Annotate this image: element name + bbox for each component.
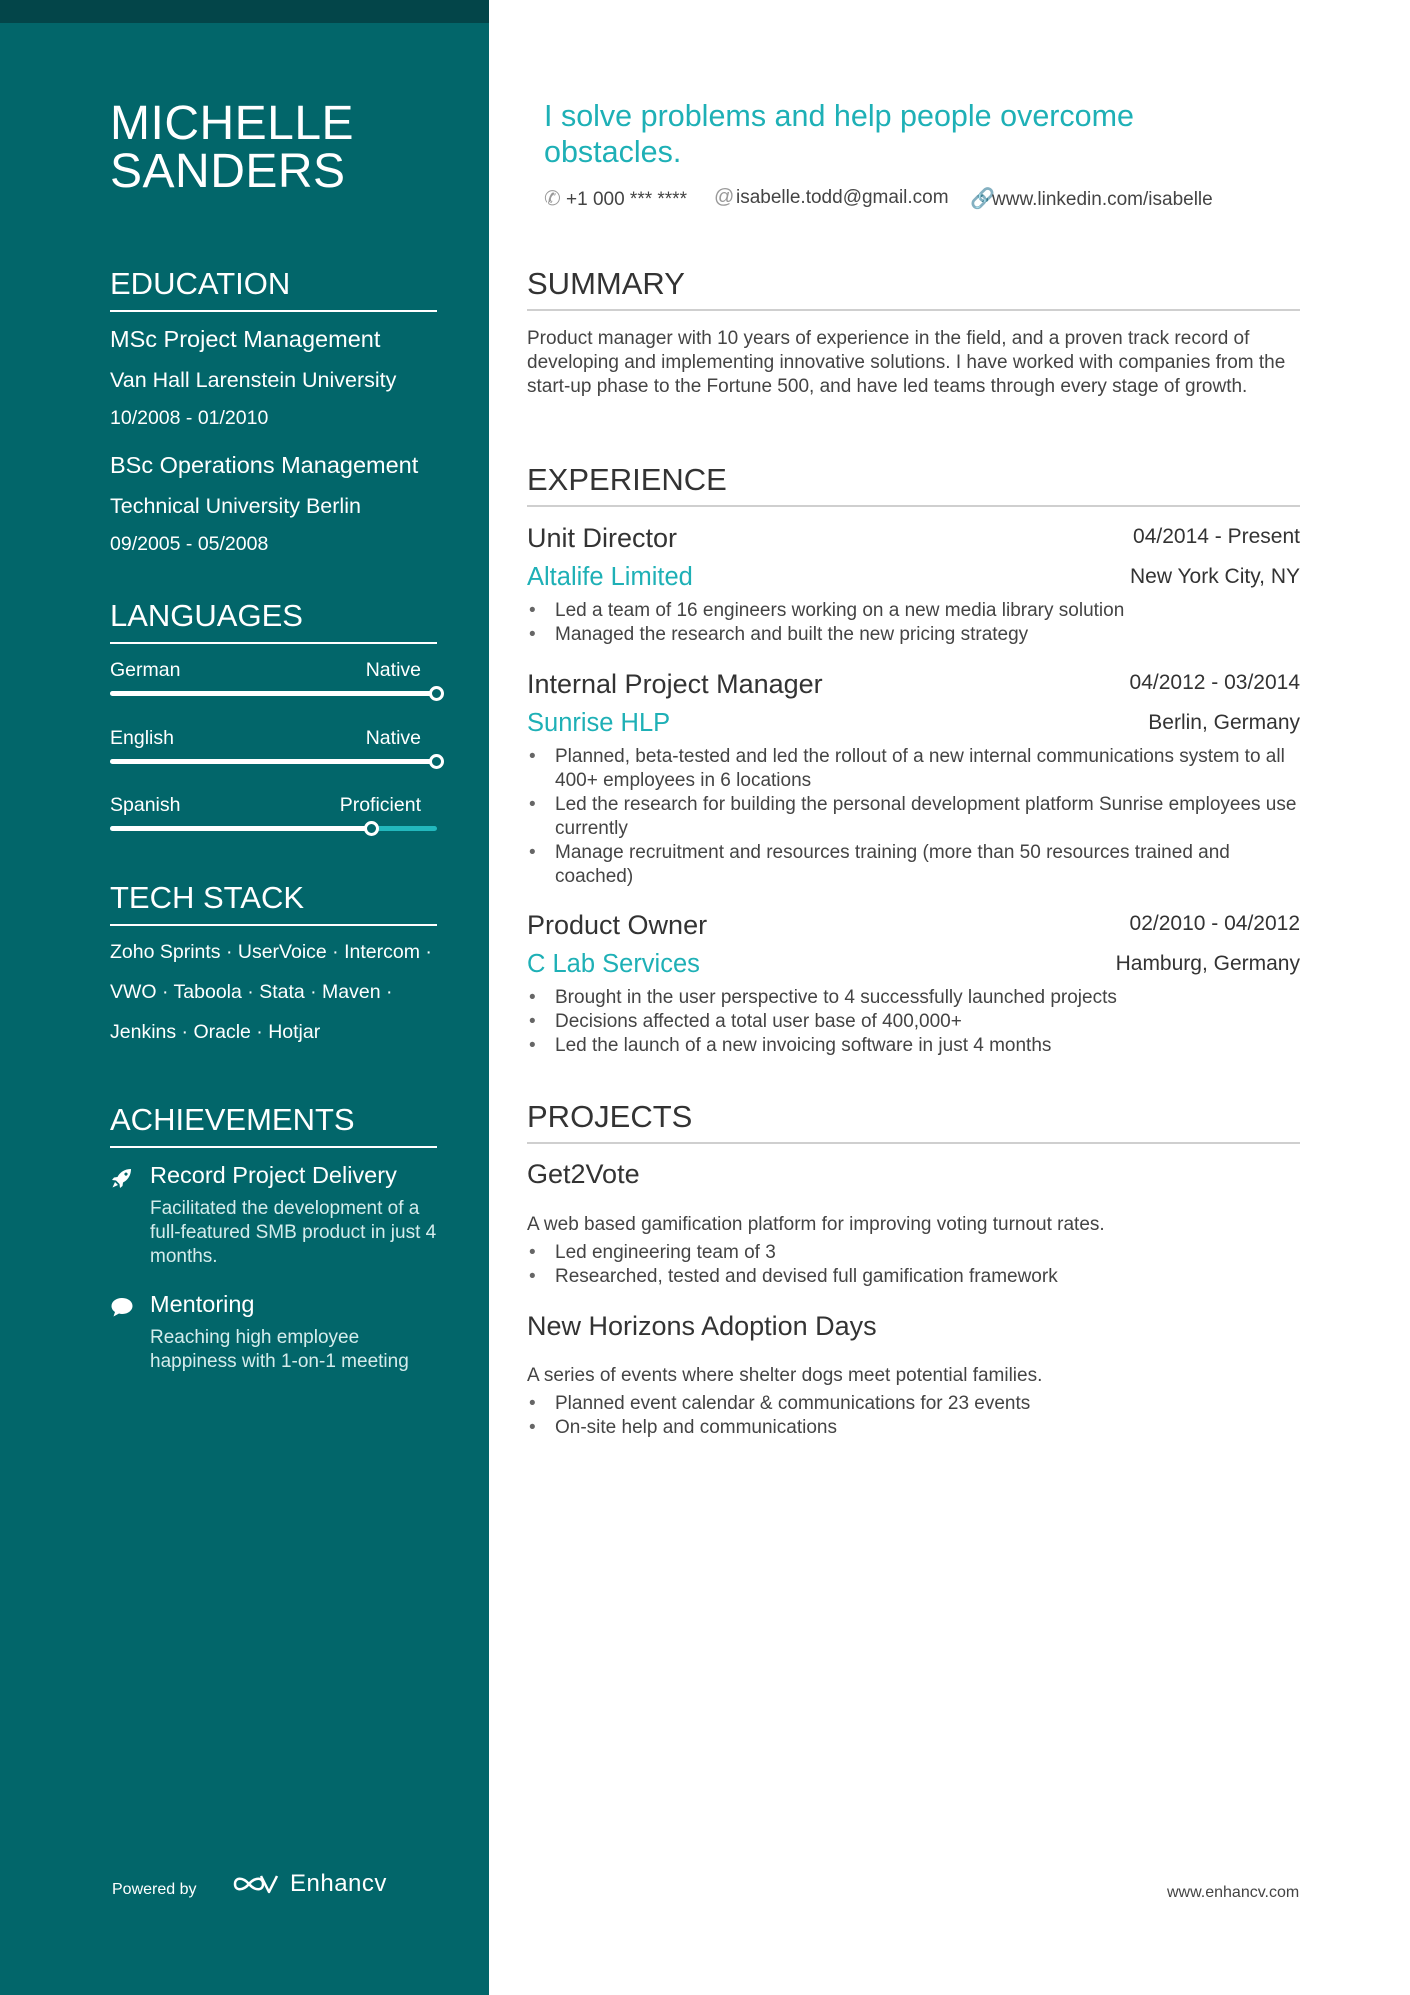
achievements-heading: ACHIEVEMENTS xyxy=(110,1102,437,1148)
speech-bubble-icon xyxy=(110,1295,134,1319)
job-location: New York City, NY xyxy=(1130,565,1300,588)
project-description: A series of events where shelter dogs meet potential families. xyxy=(527,1365,1043,1386)
enhancv-logo-icon xyxy=(231,1868,281,1900)
projects-heading: PROJECTS xyxy=(527,1099,1300,1144)
list-item: • Planned event calendar & communications for 23 events xyxy=(527,1392,1307,1416)
link-icon: 🔗 xyxy=(970,188,995,210)
at-sign-icon: @ xyxy=(714,186,735,208)
job-dates: 04/2014 - Present xyxy=(1133,525,1300,548)
job-dates: 02/2010 - 04/2012 xyxy=(1129,912,1300,935)
job-company: Altalife Limited xyxy=(527,563,693,591)
education-school: Van Hall Larenstein University xyxy=(110,368,397,392)
project-title: New Horizons Adoption Days xyxy=(527,1311,877,1341)
education-dates: 09/2005 - 05/2008 xyxy=(110,533,269,555)
job-location: Hamburg, Germany xyxy=(1115,952,1300,975)
list-item: • Brought in the user perspective to 4 successfully launched projects xyxy=(527,986,1307,1010)
education-degree: BSc Operations Management xyxy=(110,452,419,478)
contact-bar xyxy=(544,186,1304,216)
job-dates: 04/2012 - 03/2014 xyxy=(1129,671,1300,694)
email-contact[interactable] xyxy=(714,186,949,209)
tagline: I solve problems and help people overcome obstacles. xyxy=(544,99,1135,169)
list-item: • Researched, tested and devised full gamification framework xyxy=(527,1265,1307,1289)
phone-icon: ✆ xyxy=(544,188,561,210)
rocket-icon xyxy=(110,1166,134,1190)
tech-stack-line: Zoho Sprints · UserVoice · Intercom · xyxy=(110,941,432,963)
job-company: Sunrise HLP xyxy=(527,709,671,737)
list-item: • Decisions affected a total user base of 400,000+ xyxy=(527,1010,1307,1034)
achievement-description: Facilitated the development of a full-featured SMB product in just 4 months. xyxy=(150,1198,437,1267)
project-title: Get2Vote xyxy=(527,1159,640,1189)
education-school: Technical University Berlin xyxy=(110,494,361,518)
tech-stack-line: Jenkins · Oracle · Hotjar xyxy=(110,1021,321,1043)
project-bullets xyxy=(527,1241,1307,1289)
experience-heading: EXPERIENCE xyxy=(527,462,1300,507)
tech-stack-heading: TECH STACK xyxy=(110,880,437,926)
list-item: • Managed the research and built the new pricing strategy xyxy=(527,623,1307,647)
powered-by-label: Powered by xyxy=(112,1881,197,1898)
language-name: German xyxy=(110,659,181,681)
name-last: SANDERS xyxy=(110,145,346,198)
project-description: A web based gamification platform for improving voting turnout rates. xyxy=(527,1214,1105,1235)
job-bullets xyxy=(527,745,1307,889)
summary-heading: SUMMARY xyxy=(527,266,1300,311)
tech-stack-line: VWO · Taboola · Stata · Maven · xyxy=(110,981,393,1003)
language-bar-fill xyxy=(110,691,437,696)
project-bullets xyxy=(527,1392,1307,1440)
job-title: Product Owner xyxy=(527,910,708,940)
linkedin-url[interactable]: www.linkedin.com/isabelle xyxy=(992,189,1213,210)
email-address[interactable]: isabelle.todd@gmail.com xyxy=(736,187,949,208)
languages-heading: LANGUAGES xyxy=(110,598,437,644)
list-item: • On-site help and communications xyxy=(527,1416,1307,1440)
language-bar-knob xyxy=(429,686,444,701)
list-item: • Led engineering team of 3 xyxy=(527,1241,1307,1265)
tech-stack-list xyxy=(110,932,450,1052)
language-level: Proficient xyxy=(339,794,421,816)
achievement-title: Mentoring xyxy=(150,1291,255,1317)
language-name: Spanish xyxy=(110,794,181,816)
achievement-title: Record Project Delivery xyxy=(150,1162,397,1188)
sidebar xyxy=(0,0,489,1995)
language-bar-knob xyxy=(429,754,444,769)
education-dates: 10/2008 - 01/2010 xyxy=(110,407,269,429)
sidebar-top-bar xyxy=(0,0,489,23)
summary-text: Product manager with 10 years of experience in the field, and a proven track record of developing and implementing innovative solutions. I have worked with companies from the start-up phase to the Fortune 500, and have led teams through every stage of growth. xyxy=(527,328,1286,397)
language-bar-fill xyxy=(110,759,437,764)
enhancv-brand-name[interactable]: Enhancv xyxy=(290,1870,387,1897)
candidate-name xyxy=(110,97,355,198)
language-bar-knob xyxy=(364,821,379,836)
job-title: Unit Director xyxy=(527,523,678,553)
list-item: • Led a team of 16 engineers working on a new media library solution xyxy=(527,599,1307,623)
achievement-description: Reaching high employee happiness with 1-on-1 meeting xyxy=(150,1327,409,1372)
linkedin-contact[interactable] xyxy=(970,186,1213,211)
language-bar xyxy=(110,691,437,696)
language-name: English xyxy=(110,727,174,749)
language-level: Native xyxy=(365,659,421,681)
list-item: • Manage recruitment and resources training (more than 50 resources trained and coached) xyxy=(527,841,1307,889)
footer-url[interactable]: www.enhancv.com xyxy=(1167,1884,1300,1901)
language-level: Native xyxy=(365,727,421,749)
language-bar xyxy=(110,826,437,831)
phone-number: +1 000 *** **** xyxy=(566,189,687,210)
education-degree: MSc Project Management xyxy=(110,326,381,352)
name-first: MICHELLE xyxy=(110,97,355,150)
job-title: Internal Project Manager xyxy=(527,669,823,699)
language-bar-fill xyxy=(110,826,372,831)
language-bar xyxy=(110,759,437,764)
education-heading: EDUCATION xyxy=(110,266,437,312)
list-item: • Led the launch of a new invoicing software in just 4 months xyxy=(527,1034,1307,1058)
list-item: • Planned, beta-tested and led the rollout of a new internal communications system to all 400+ employees in 6 locations xyxy=(527,745,1307,793)
job-bullets xyxy=(527,986,1307,1058)
list-item: • Led the research for building the personal development platform Sunrise employees use currently xyxy=(527,793,1307,841)
phone-contact xyxy=(544,186,687,211)
job-location: Berlin, Germany xyxy=(1148,711,1300,734)
job-bullets xyxy=(527,599,1307,647)
job-company: C Lab Services xyxy=(527,950,700,978)
